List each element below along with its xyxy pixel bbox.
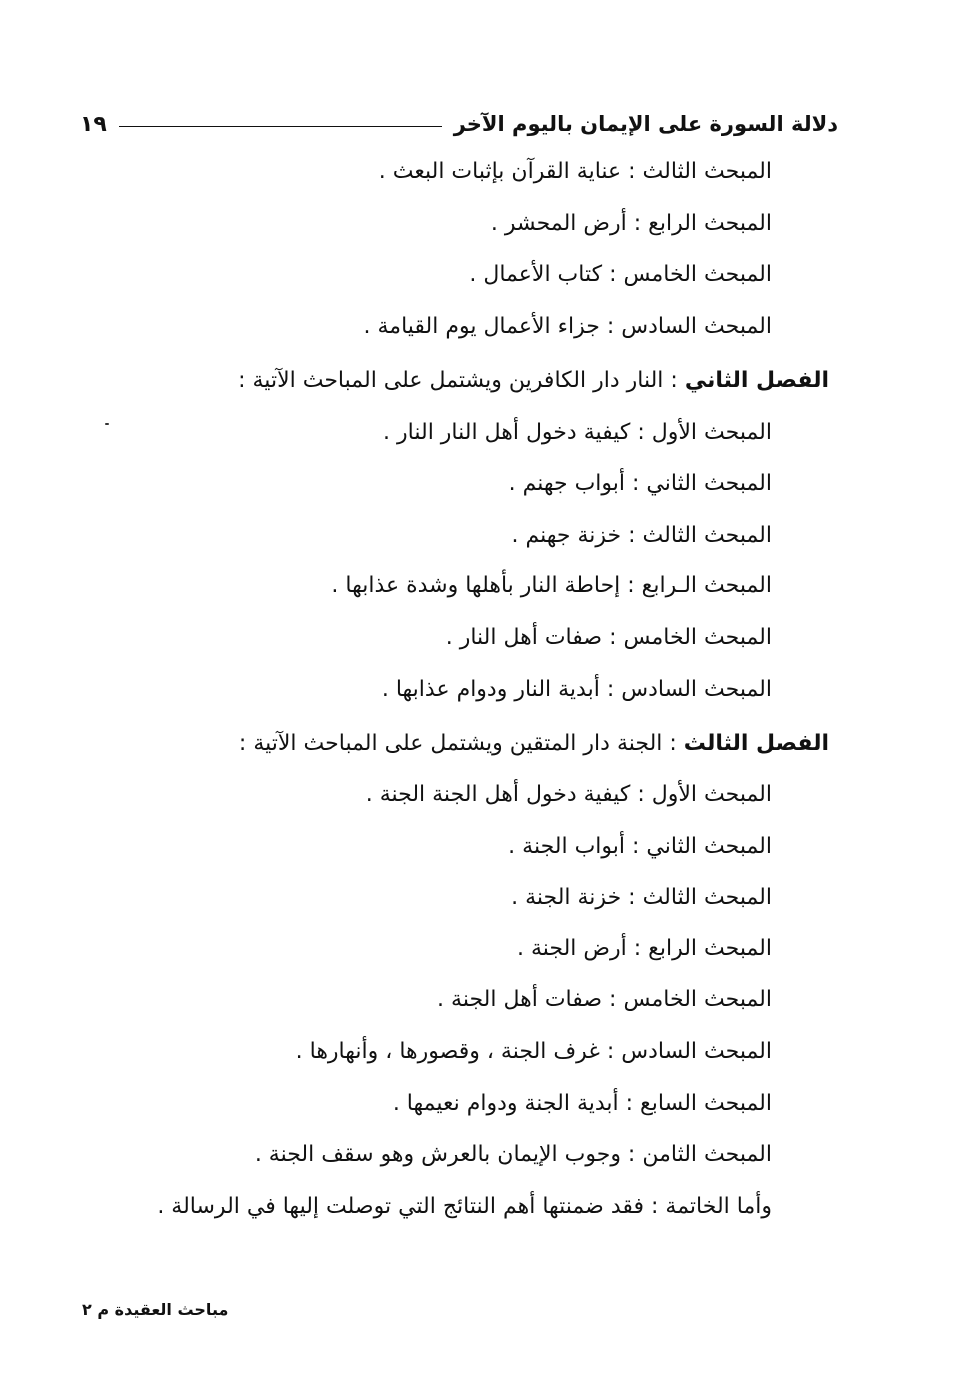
page-number: ١٩ — [80, 111, 107, 137]
chapter-heading — [238, 366, 829, 396]
signature-text: مباحث العقيدة م ٢ — [82, 1300, 229, 1319]
toc-entry — [366, 780, 772, 810]
toc-entry — [382, 675, 772, 705]
toc-entry-text: المبحث الخامس : كتاب الأعمال . — [469, 262, 772, 287]
toc-entry — [511, 883, 772, 913]
toc-entry-text: المبحث السادس : جزاء الأعمال يوم القيامة . — [363, 314, 772, 339]
toc-entry — [364, 312, 773, 342]
toc-entry — [508, 832, 772, 862]
toc-entry-text: المبحث الأول : كيفية دخول أهل الجنة الجنة . — [365, 782, 772, 807]
chapter-description: : الجنة دار المتقين ويشتمل على المباحث الآتية : — [238, 731, 677, 756]
chapter-title: الفصل الثاني — [684, 368, 829, 393]
toc-entry — [379, 157, 772, 187]
header-title: دلالة السورة على الإيمان باليوم الآخر — [453, 112, 838, 136]
toc-entry — [255, 1140, 772, 1170]
chapter-heading — [239, 729, 829, 759]
toc-entry-text: المبحث الثالث : خزنة جهنم . — [511, 523, 772, 548]
conclusion-line — [157, 1192, 772, 1222]
conclusion-text: وأما الخاتمة : فقد ضمنتها أهم النتائج التي توصلت إليها في الرسالة . — [157, 1194, 772, 1219]
toc-entry — [509, 469, 772, 499]
toc-entry — [469, 260, 772, 290]
toc-entry-text: المبحث السادس : أبدية النار ودوام عذابها . — [381, 677, 772, 702]
toc-entry-text: المبحث الـرابع : إحاطة النار بأهلها وشدة عذابها . — [331, 573, 772, 598]
print-speck — [105, 423, 109, 425]
toc-entry-text: المبحث الثالث : خزنة الجنة . — [511, 885, 772, 910]
toc-entry-text: المبحث الثالث : عناية القرآن بإثبات البعث . — [378, 159, 772, 184]
toc-entry-text: المبحث الخامس : صفات أهل النار . — [445, 625, 772, 650]
toc-entry — [296, 1037, 772, 1067]
toc-entry-text: المبحث الرابع : أرض المحشر . — [490, 211, 772, 236]
toc-entry-text: المبحث السادس : غرف الجنة ، وقصورها ، وأنهارها . — [295, 1039, 772, 1064]
header-rule — [119, 126, 442, 127]
running-header — [80, 104, 838, 144]
toc-entry — [331, 571, 772, 601]
chapter-title: الفصل الثالث — [683, 731, 829, 756]
toc-entry — [393, 1089, 772, 1119]
toc-entry — [512, 521, 773, 551]
toc-entry — [383, 418, 772, 448]
toc-entry — [517, 934, 772, 964]
chapter-description: : النار دار الكافرين ويشتمل على المباحث الآتية : — [238, 368, 678, 393]
toc-entry — [446, 623, 772, 653]
toc-entry — [491, 209, 772, 239]
toc-entry-text: المبحث السابع : أبدية الجنة ودوام نعيمها . — [392, 1091, 772, 1116]
toc-entry-text: المبحث الثامن : وجوب الإيمان بالعرش وهو سقف الجنة . — [254, 1142, 772, 1167]
toc-entry-text: المبحث الثاني : أبواب جهنم . — [508, 471, 772, 496]
toc-entry-text: المبحث الثاني : أبواب الجنة . — [508, 834, 772, 859]
toc-entry-text: المبحث الخامس : صفات أهل الجنة . — [437, 987, 772, 1012]
toc-entry — [437, 985, 772, 1015]
toc-entry-text: المبحث الأول : كيفية دخول أهل النار النار . — [383, 420, 772, 445]
signature-mark — [82, 1300, 228, 1319]
toc-entry-text: المبحث الرابع : أرض الجنة . — [516, 936, 772, 961]
